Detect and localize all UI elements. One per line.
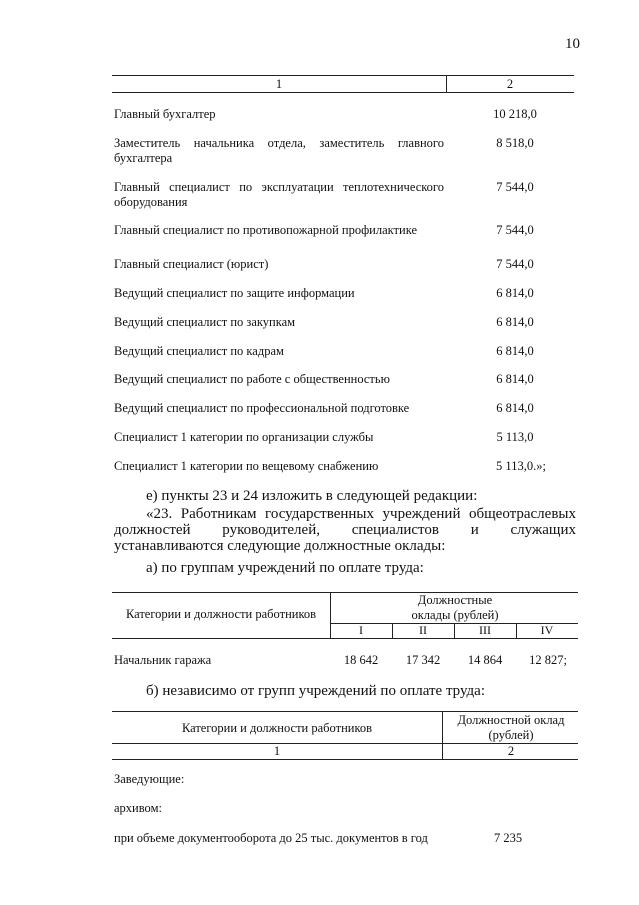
table3-col-header: Категории и должности работников [181,721,373,735]
table1-row-label: Ведущий специалист по закупкам [114,315,296,329]
table1-row-value: 7 544,0 [496,223,534,237]
table3-col-divider [442,711,443,759]
table1-row-label: Главный специалист по противопожарной профилактике [114,223,418,237]
table1-row-label: Ведущий специалист по защите информации [114,286,355,300]
table2-group-label: III [479,623,491,637]
table1-row-value: 6 814,0 [496,372,534,386]
table2-salary-header: Должностные оклады (рублей) [411,593,499,622]
page-number: 10 [565,36,580,52]
table1-col1-header: 1 [275,77,283,91]
table2-header-border [112,638,578,639]
table1-row-value: 6 814,0 [496,286,534,300]
table1-row-label: Ведущий специалист по работе с общественностью [114,372,390,386]
table2-group-label: I [359,623,363,637]
table1-row-value: 6 814,0 [496,344,534,358]
table1-row-label: Специалист 1 категории по организации службы [114,430,374,444]
table2-row-label: Начальник гаража [114,653,212,667]
table1-row-label: Специалист 1 категории по вещевому снабжению [114,459,379,473]
table2-row-value: 14 864 [467,653,503,667]
paragraph-item-e: е) пункты 23 и 24 изложить в следующей редакции: [146,488,478,504]
table1-row-label: Главный бухгалтер [114,107,216,121]
table1-row-value: 6 814,0 [496,315,534,329]
paragraph-item-b: б) независимо от групп учреждений по оплате труда: [146,683,485,699]
table2-col-header: Категории и должности работников [125,607,317,621]
table2-group-label: II [419,623,427,637]
table2-row-value: 12 827; [529,653,567,667]
table3-col1-number: 1 [273,744,281,758]
table1-row-value: 10 218,0 [493,107,537,121]
table1-row-label: Главный специалист по эксплуатации теплотехнического оборудования [114,180,444,209]
table3-number-border [112,759,578,760]
table1-col2-header: 2 [506,77,514,91]
table2-row-value: 18 642 [343,653,379,667]
table1-row-value: 5 113,0 [496,430,534,444]
table1-row-value: 7 544,0 [496,257,534,271]
table1-row-label: Главный специалист (юрист) [114,257,269,271]
table1-row-value: 5 113,0.»; [496,459,546,473]
table1-header-border [112,92,574,93]
table3-row-label: архивом: [114,801,162,815]
table3-row-value: 7 235 [493,831,523,845]
table3-top-border [112,711,578,712]
table1-row-value: 6 814,0 [496,401,534,415]
paragraph-item-23: «23. Работникам государственных учреждений общеотраслевых должностей руководителей, специалистов и служащих устанавливаются следующие должностные оклады: [114,506,576,554]
table1-row-label: Заместитель начальника отдела, заместитель главного бухгалтера [114,136,444,165]
table1-row-value: 7 544,0 [496,180,534,194]
table1-top-border [112,75,574,76]
table2-row-value: 17 342 [405,653,441,667]
table3-row-label: при объеме документооборота до 25 тыс. документов в год [114,831,428,845]
table3-row-label: Заведующие: [114,772,185,786]
table1-row-label: Ведущий специалист по профессиональной подготовке [114,401,410,415]
table1-row-value: 8 518,0 [496,136,534,150]
table1-row-label: Ведущий специалист по кадрам [114,344,284,358]
paragraph-item-a: а) по группам учреждений по оплате труда: [146,560,424,576]
table3-salary-header: Должностной оклад (рублей) [457,713,565,742]
table3-col2-number: 2 [507,744,515,758]
table2-group-label: IV [540,623,554,637]
